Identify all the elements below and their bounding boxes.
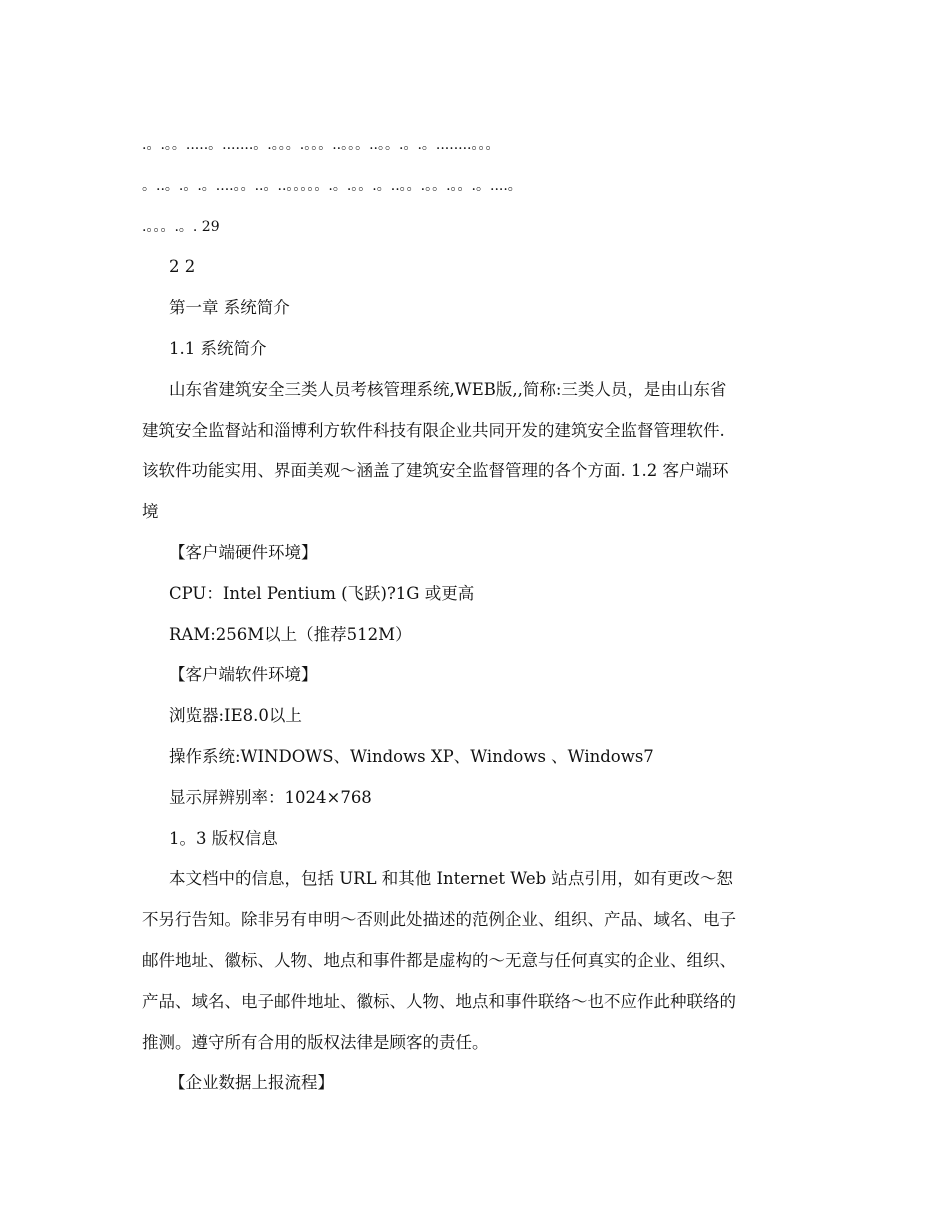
os-requirement: 操作系统:WINDOWS、Windows XP、Windows 、Windows7 [169, 746, 654, 766]
intro-paragraph-line: 该软件功能实用、界面美观～涵盖了建筑安全监督管理的各个方面. 1.2 客户端环 [142, 461, 729, 481]
intro-paragraph-line: 山东省建筑安全三类人员考核管理系统,WEB版,,简称:三类人员，是由山东省 [169, 379, 727, 399]
hardware-heading: 【客户端硬件环境】 [169, 542, 318, 562]
copyright-paragraph-line: 推测。遵守所有合用的版权法律是顾客的责任。 [142, 1032, 489, 1052]
document-page [142, 125, 814, 1104]
cpu-requirement: CPU：Intel Pentium (飞跃)?1G 或更高 [169, 583, 475, 603]
copyright-paragraph-line: 不另行告知。除非另有申明～否则此处描述的范例企业、组织、产品、域名、电子 [142, 910, 736, 930]
intro-paragraph-line: 境 [142, 502, 159, 522]
ram-requirement: RAM:256M以上（推荐512M） [169, 624, 412, 644]
page-marker: 2 2 [169, 257, 196, 277]
chapter-title: 第一章 系统简介 [169, 298, 290, 318]
browser-requirement: 浏览器:IE8.0以上 [169, 706, 302, 726]
copyright-paragraph-line: 邮件地址、徽标、人物、地点和事件都是虚构的～无意与任何真实的企业、组织、 [142, 950, 736, 970]
toc-dots-line-page-number: .。。。.。. 29 [142, 218, 220, 235]
software-heading: 【客户端软件环境】 [169, 665, 318, 685]
resolution-requirement: 显示屏辨别率：1024×768 [169, 787, 372, 807]
copyright-paragraph-line: 产品、域名、电子邮件地址、徽标、人物、地点和事件联络～也不应作此种联络的 [142, 991, 736, 1011]
flow-heading: 【企业数据上报流程】 [169, 1073, 334, 1093]
section-heading-1-3: 1。3 版权信息 [169, 828, 278, 848]
intro-paragraph-line: 建筑安全监督站和淄博利方软件科技有限企业共同开发的建筑安全监督管理软件. [142, 420, 725, 440]
copyright-paragraph-line: 本文档中的信息，包括 URL 和其他 Internet Web 站点引用，如有更改～恕 [169, 869, 733, 889]
toc-dots-line: .。.。。.....。.......。.。。。.。。。..。。。..。。.。.。........。。。 [142, 137, 500, 153]
toc-dots-line: 。..。.。.。....。。..。..。。。。。.。.。。.。..。。.。。.。。.。....。 [142, 177, 522, 194]
section-heading-1-1: 1.1 系统简介 [169, 338, 267, 358]
